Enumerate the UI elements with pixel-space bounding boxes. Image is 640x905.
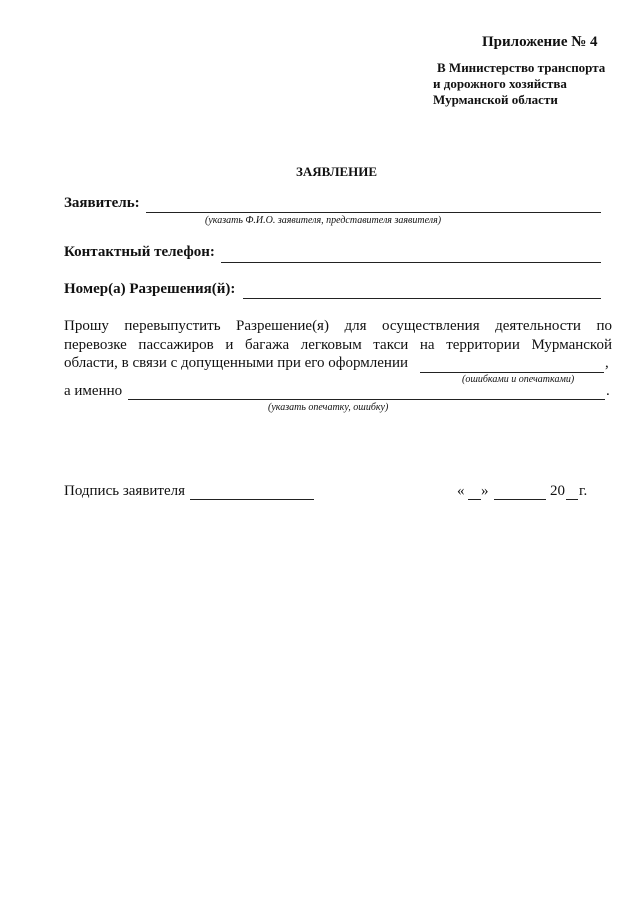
typo-line[interactable]	[128, 399, 605, 400]
phone-label: Контактный телефон:	[64, 244, 215, 260]
request-line-3: области, в связи с допущенными при его оформлении	[64, 355, 408, 371]
addressee-line-3: Мурманской области	[433, 92, 558, 107]
errors-hint: (ошибками и опечатками)	[462, 374, 575, 385]
addressee-line-2: и дорожного хозяйства	[433, 76, 567, 91]
permit-line[interactable]	[243, 298, 601, 299]
request-line-4-end: .	[606, 383, 610, 399]
request-line-1: Прошу перевыпустить Разрешение(я) для осуществления деятельности по	[64, 318, 612, 334]
request-line-2: перевозке пассажиров и багажа легковым такси на территории Мурманской	[64, 337, 612, 353]
date-year-suffix: г.	[579, 483, 588, 499]
date-year-prefix: 20	[550, 483, 565, 499]
appendix-title: Приложение № 4	[482, 34, 598, 50]
applicant-line[interactable]	[146, 212, 601, 213]
date-open-quote: «	[457, 483, 465, 499]
date-month-line[interactable]	[494, 499, 546, 500]
signature-label: Подпись заявителя	[64, 483, 186, 499]
date-year-line[interactable]	[566, 499, 578, 500]
document-title: ЗАЯВЛЕНИЕ	[296, 164, 378, 179]
signature-line[interactable]	[190, 499, 314, 500]
typo-hint: (указать опечатку, ошибку)	[268, 402, 389, 413]
request-line-3-end: ,	[605, 355, 609, 371]
date-day-line[interactable]	[468, 499, 481, 500]
errors-line[interactable]	[420, 372, 604, 373]
permit-label: Номер(а) Разрешения(й):	[64, 281, 236, 297]
date-close-quote: »	[481, 483, 489, 499]
phone-line[interactable]	[221, 262, 601, 263]
request-line-4-start: а именно	[64, 383, 123, 399]
applicant-hint: (указать Ф.И.О. заявителя, представителя заявителя)	[205, 215, 442, 226]
addressee-line-1: В Министерство транспорта	[437, 60, 606, 75]
applicant-label: Заявитель:	[64, 195, 140, 211]
